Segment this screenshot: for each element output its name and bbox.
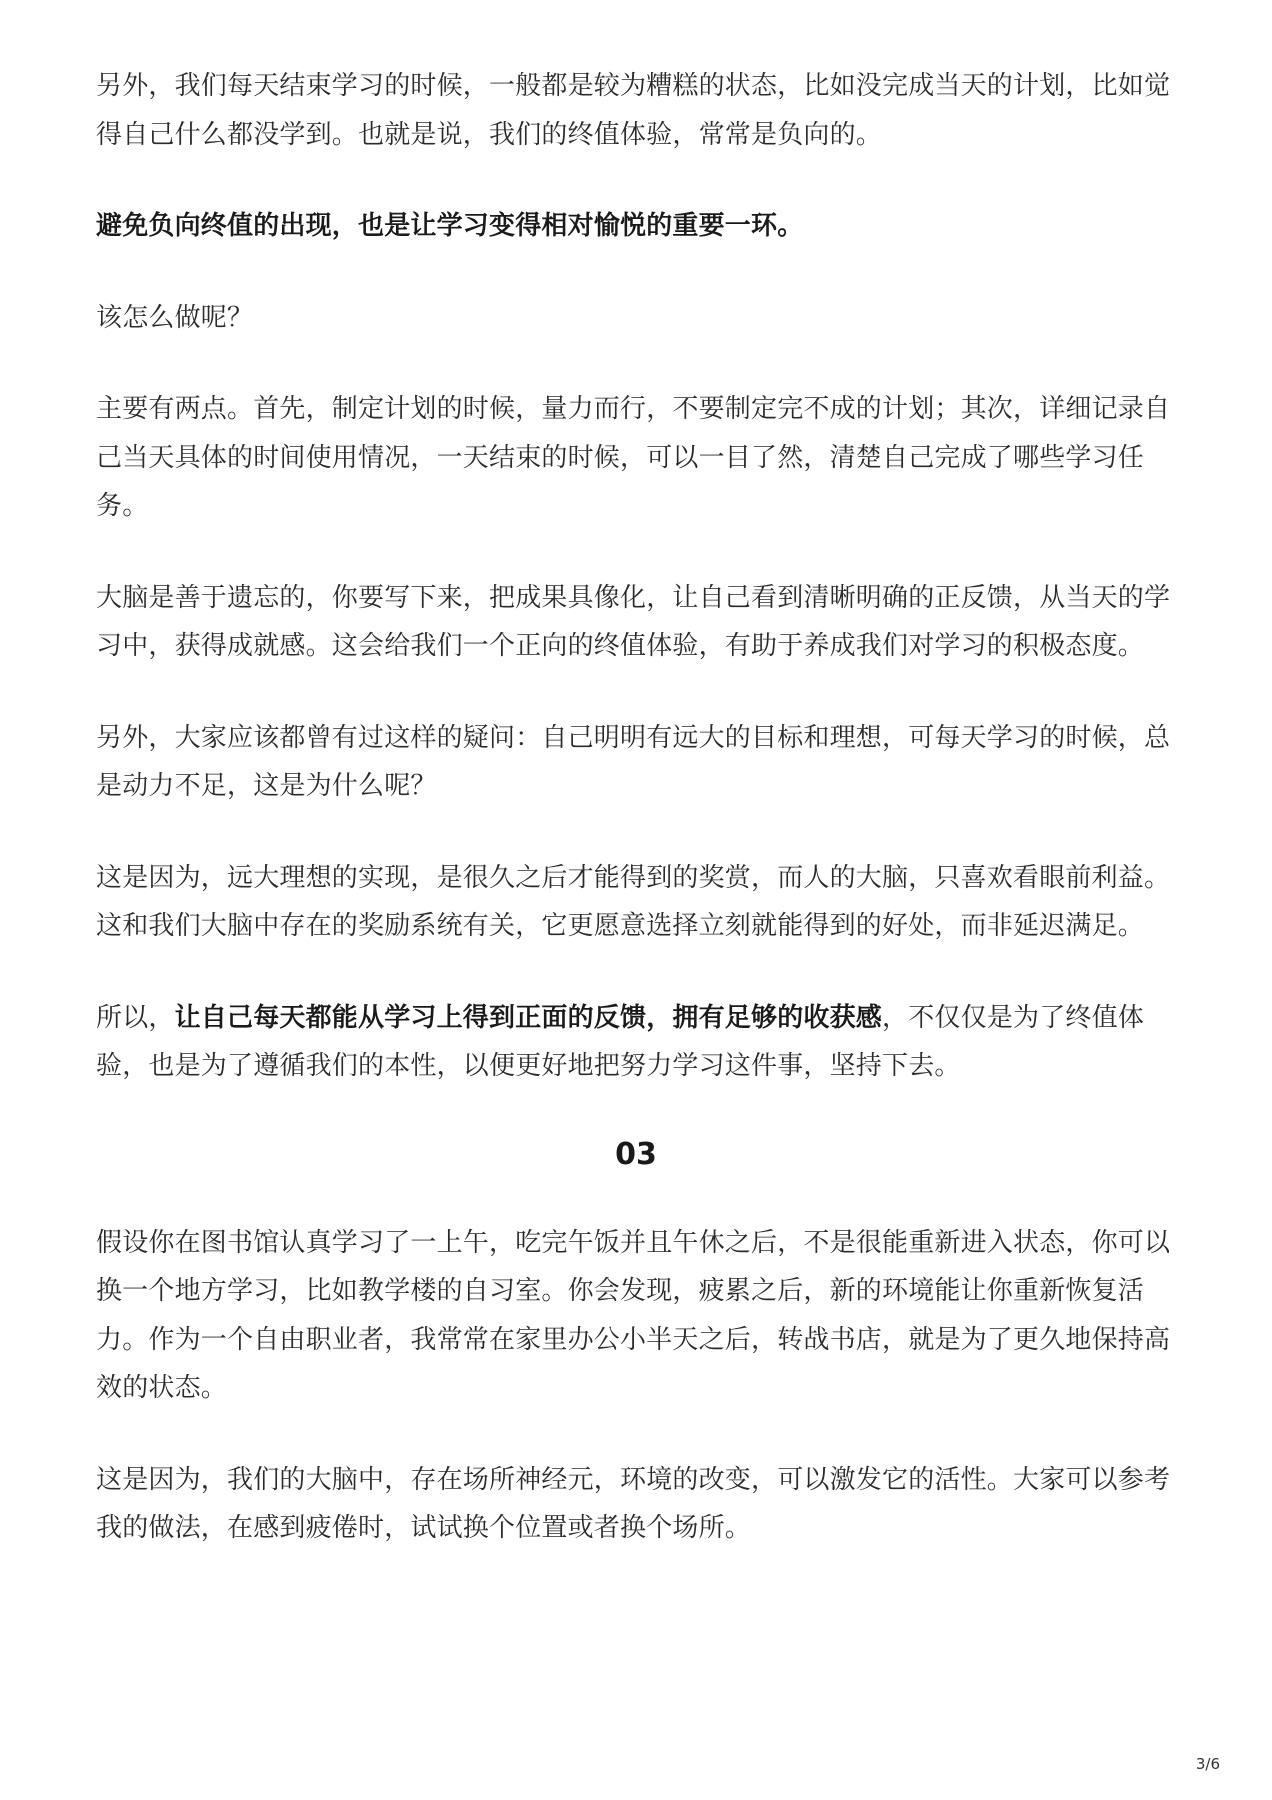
paragraph: 该怎么做呢？ [96,302,254,333]
paragraph: 另外，我们每天结束学习的时候，一般都是较为糟糕的状态，比如没完成当天的计划，比如觉得自己什么都没学到。也就是说，我们的终值体验，常常是负向的。 [96,71,1171,150]
paragraph-text: 所以， [96,1002,175,1033]
document-body [96,62,1176,1553]
paragraph-with-emphasis [96,994,1176,1091]
bold-paragraph: 避免负向终值的出现，也是让学习变得相对愉悦的重要一环。 [96,211,804,241]
paragraph: 这是因为，远大理想的实现，是很久之后才能得到的奖赏，而人的大脑，只喜欢看眼前利益。这和我们大脑中存在的奖励系统有关，它更愿意选择立刻就能得到的好处，而非延迟满足。 [96,862,1171,941]
paragraph: 大脑是善于遗忘的，你要写下来，把成果具像化，让自己看到清晰明确的正反馈，从当天的学习中，获得成就感。这会给我们一个正向的终值体验，有助于养成我们对学习的积极态度。 [96,582,1171,661]
paragraph-text: ，不仅仅是为了终值体验，也是为了遵循我们的本性，以便更好地把努力学习这件事，坚持下去。 [96,1002,1145,1081]
paragraph: 假设你在图书馆认真学习了一上午，吃完午饭并且午休之后，不是很能重新进入状态，你可以换一个地方学习，比如教学楼的自习室。你会发现，疲累之后，新的环境能让你重新恢复活力。作为一个自由职业者，我常常在家里办公小半天之后，转战书店，就是为了更久地保持高效的状态。 [96,1227,1171,1403]
section-heading: 03 [615,1136,657,1172]
paragraph: 这是因为，我们的大脑中，存在场所神经元，环境的改变，可以激发它的活性。大家可以参考我的做法，在感到疲倦时，试试换个位置或者换个场所。 [96,1464,1171,1543]
paragraph: 另外，大家应该都曾有过这样的疑问：自己明明有远大的目标和理想，可每天学习的时候，总是动力不足，这是为什么呢？ [96,722,1171,801]
emphasized-text: 让自己每天都能从学习上得到正面的反馈，拥有足够的收获感 [174,1002,883,1033]
paragraph: 主要有两点。首先，制定计划的时候，量力而行，不要制定完不成的计划；其次，详细记录自己当天具体的时间使用情况，一天结束的时候，可以一目了然，清楚自己完成了哪些学习任务。 [96,394,1171,521]
page-number: 3/6 [1195,1755,1220,1773]
